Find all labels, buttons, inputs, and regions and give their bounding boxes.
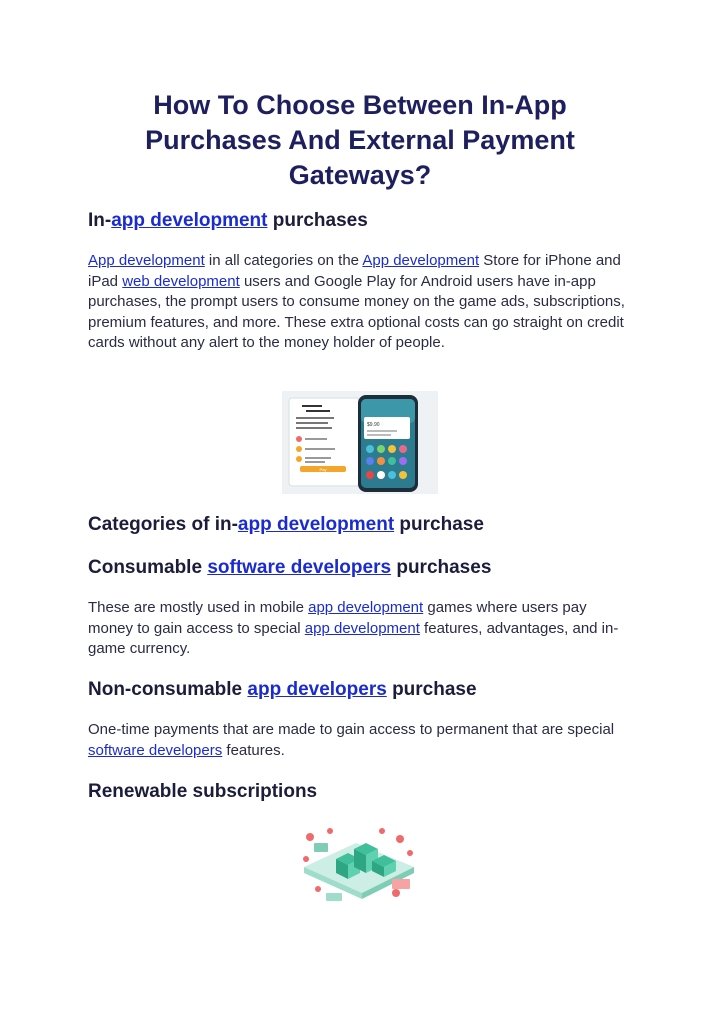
consumable-paragraph bbox=[88, 598, 633, 660]
app-developers-link[interactable]: app developers bbox=[247, 679, 387, 700]
heading-prefix: Consumable bbox=[88, 557, 208, 578]
heading-prefix: In- bbox=[88, 210, 112, 231]
heading-prefix: Categories of in- bbox=[88, 514, 238, 535]
paragraph-text: One-time payments that are made to gain access to permanent that are special bbox=[88, 721, 615, 738]
section-heading-renewable: Renewable subscriptions bbox=[88, 781, 318, 802]
section-heading-in-app-purchases bbox=[88, 210, 368, 232]
heading-prefix: Non-consumable bbox=[88, 679, 248, 700]
section-heading-consumable bbox=[88, 557, 491, 579]
paragraph-text: in all categories on the bbox=[204, 252, 363, 269]
app-development-link[interactable]: app development bbox=[308, 599, 424, 616]
paragraph-text: These are mostly used in mobile bbox=[88, 599, 309, 616]
in-app-purchases-paragraph bbox=[88, 251, 633, 354]
heading-suffix: purchase bbox=[394, 514, 484, 535]
heading-suffix: purchases bbox=[267, 210, 368, 231]
software-developers-link[interactable]: software developers bbox=[207, 557, 392, 578]
app-development-link[interactable]: App development bbox=[362, 252, 480, 269]
app-development-link[interactable]: app development bbox=[111, 210, 268, 231]
page-title: How To Choose Between In-App Purchases And External Payment Gateways? bbox=[145, 90, 575, 190]
paragraph-text: features. bbox=[222, 741, 285, 759]
app-development-link[interactable]: App development bbox=[88, 252, 205, 269]
paragraph-text: users and Google Play for Android users have in-app purchases, the prompt users to consume money on the game ads, subscriptions, premium features, and more. These extra optional costs can go straight on credit cards without any alert to the money holder of people. bbox=[88, 272, 625, 351]
heading-suffix: purchase bbox=[386, 679, 477, 700]
paragraph-text: games where users pay money to gain access to special bbox=[88, 599, 587, 637]
price-label: $9.90 bbox=[367, 422, 380, 428]
pay-button-label: Pay bbox=[319, 467, 327, 472]
section-heading-non-consumable bbox=[88, 679, 477, 701]
section-heading-categories bbox=[88, 514, 484, 536]
software-developers-link[interactable]: software developers bbox=[88, 741, 223, 759]
subscription-illustration bbox=[296, 823, 422, 905]
app-development-link[interactable]: app development bbox=[237, 514, 395, 535]
in-app-payment-illustration bbox=[282, 391, 438, 494]
web-development-link[interactable]: web development bbox=[122, 272, 240, 290]
paragraph-text: features, advantages, and in-game currency. bbox=[88, 619, 619, 657]
heading-suffix: purchases bbox=[391, 557, 492, 578]
app-development-link[interactable]: app development bbox=[304, 619, 420, 637]
non-consumable-paragraph bbox=[88, 720, 633, 761]
paragraph-text: Store for iPhone and iPad bbox=[88, 252, 621, 290]
